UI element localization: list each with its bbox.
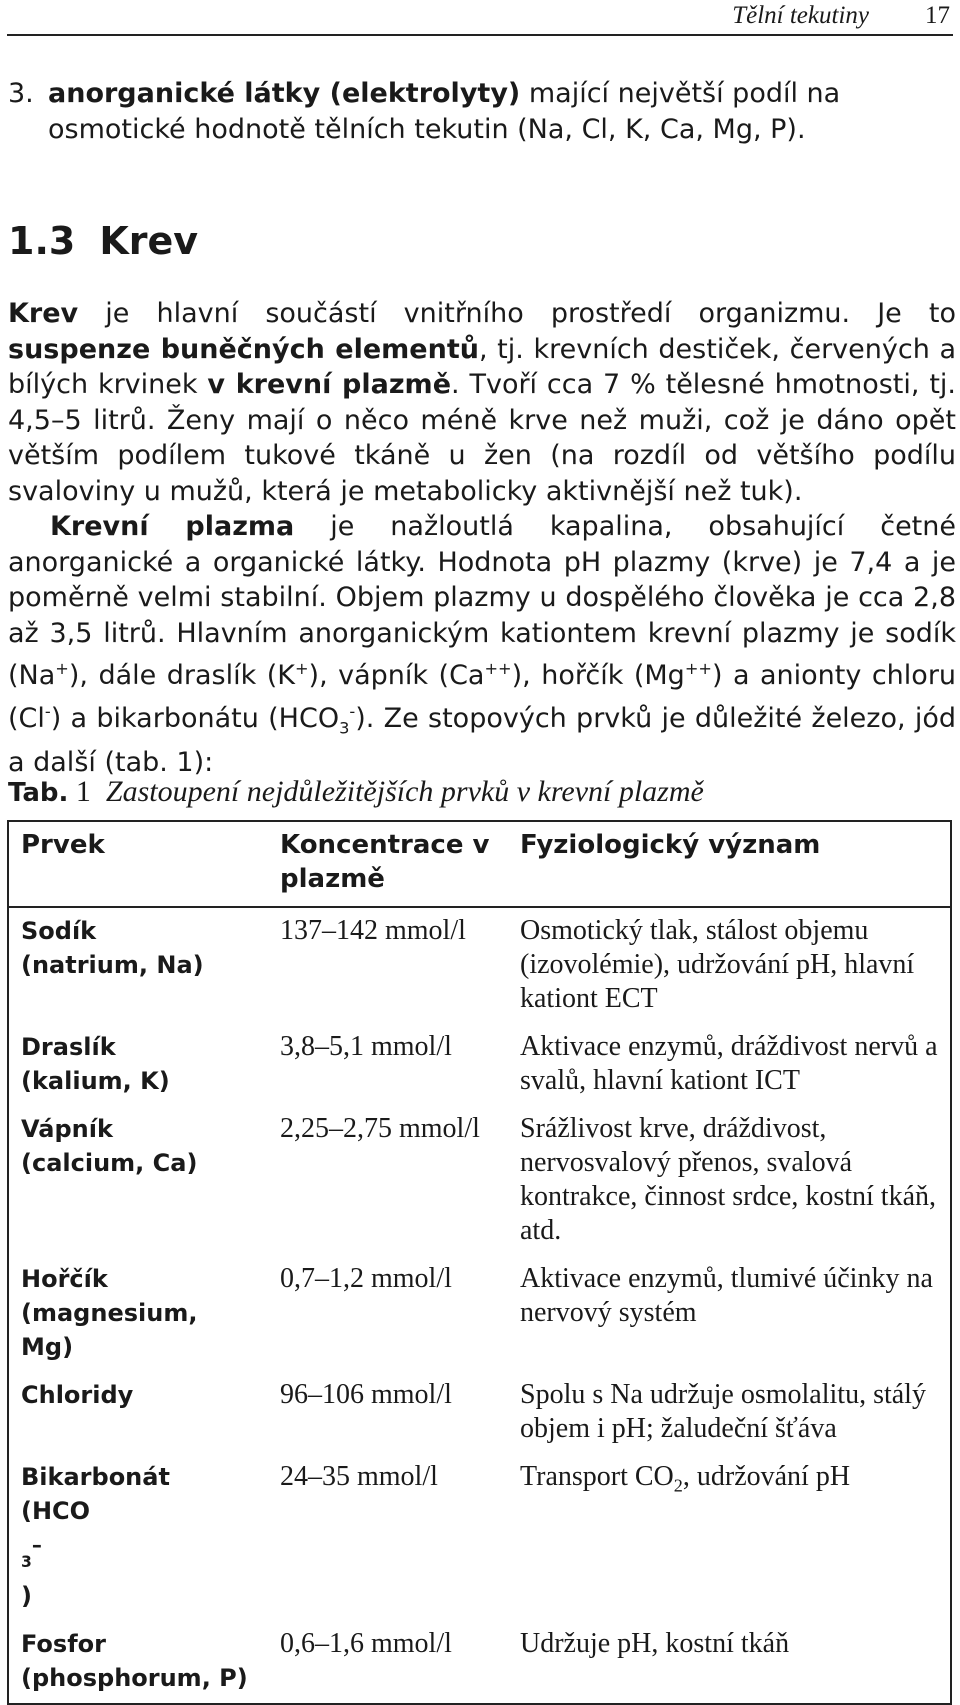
significance-cell: Srážlivost krve, dráždivost, nervosvalový přenos, svalová kontrakce, činnost srdce, kostní tkáň, atd. xyxy=(520,1113,937,1246)
significance-cell: Udržuje pH, kostní tkáň xyxy=(520,1627,790,1659)
table-label: Tab. xyxy=(8,778,69,808)
table-title: Zastoupení nejdůležitějších prvků v krevní plazmě xyxy=(105,775,704,808)
list-item-3 xyxy=(8,76,958,148)
body-text xyxy=(8,296,956,781)
concentration-cell: 0,6–1,6 mmol/l xyxy=(280,1627,452,1659)
section-heading xyxy=(8,218,198,264)
element-cell: Hořčík (magnesium, Mg) xyxy=(21,1265,198,1361)
element-cell: Chloridy xyxy=(21,1381,134,1409)
list-item-number: 3. xyxy=(8,78,34,109)
page-header xyxy=(732,0,950,32)
element-cell: Draslík (kalium, K) xyxy=(21,1033,170,1095)
element-cell: Vápník (calcium, Ca) xyxy=(21,1115,198,1177)
elements-table xyxy=(7,820,952,1705)
concentration-cell: 24–35 mmol/l xyxy=(280,1461,438,1492)
table-row xyxy=(8,1372,951,1454)
table-row xyxy=(8,907,951,1024)
table-header-row xyxy=(8,821,951,907)
table-caption xyxy=(8,772,704,813)
section-title: Krev xyxy=(99,219,199,263)
concentration-cell: 2,25–2,75 mmol/l xyxy=(280,1113,480,1144)
header-element: Prvek xyxy=(8,821,268,907)
table-row xyxy=(8,1454,951,1621)
significance-cell: Aktivace enzymů, dráždivost nervů a svalů, hlavní kationt ICT xyxy=(520,1031,938,1096)
concentration-cell: 96–106 mmol/l xyxy=(280,1379,452,1410)
element-cell: Sodík (natrium, Na) xyxy=(21,917,204,979)
header-significance: Fyziologický význam xyxy=(508,821,951,907)
list-item-text: anorganické látky (elektrolyty) mající největší podíl na osmotické hodnotě tělních tekutin (Na, Cl, K, Ca, Mg, P). xyxy=(48,78,841,145)
table-number: 1 xyxy=(75,775,91,808)
header-concentration: Koncentrace v plazmě xyxy=(268,821,508,907)
table-row xyxy=(8,1106,951,1256)
significance-cell: Osmotický tlak, stálost objemu (izovolémie), udržování pH, hlavní kationt ECT xyxy=(520,915,915,1014)
concentration-cell: 137–142 mmol/l xyxy=(280,915,466,946)
page-number: 17 xyxy=(925,2,950,29)
list-item-bold: anorganické látky (elektrolyty) xyxy=(48,78,521,109)
concentration-cell: 0,7–1,2 mmol/l xyxy=(280,1263,452,1294)
element-cell: Bikarbonát (HCO $_3$– ) xyxy=(21,1463,170,1610)
significance-cell: Aktivace enzymů, tlumivé účinky na nervový systém xyxy=(520,1263,933,1328)
paragraph-2: Krevní plazma je nažloutlá kapalina, obsahující četné anorganické a organické látky. Hodnota pH plazmy (krve) je 7,4 a je poměrně velmi stabilní. Objem plazmy u dospělého člověka je cca 2,8 až 3,5 litrů. Hlavním anorganickým kationtem krevní plazmy je sodík (Na+), dále draslík (K+), vápník (Ca++), hořčík (Mg++) a anionty chloru (Cl-) a bikarbonátu $(HCO_3^-)$. Ze stopových prvků je důležité železo, jód a další (tab. 1): xyxy=(8,511,957,779)
significance-cell: Transport $CO_2$, udržování pH xyxy=(520,1461,851,1496)
table-row xyxy=(8,1024,951,1106)
table-row xyxy=(8,1256,951,1372)
running-title: Tělní tekutiny xyxy=(732,2,869,29)
header-rule xyxy=(7,34,953,36)
paragraph-1: Krev je hlavní součástí vnitřního prostředí organizmu. Je to suspenze buněčných elementů, tj. krevních destiček, červených a bílých krvinek v krevní plazmě. Tvoří cca 7 % tělesné hmotnosti, tj. 4,5–5 litrů. Ženy mají o něco méně krve než muži, což je dáno opět větším podílem tukové tkáně u žen (na rozdíl od většího podílu svaloviny u mužů, která je metabolicky aktivnější než tuk). xyxy=(8,298,957,507)
table-row xyxy=(8,1621,951,1704)
significance-cell: Spolu s Na udržuje osmolalitu, stálý objem i pH; žaludeční šťáva xyxy=(520,1379,926,1444)
element-cell: Fosfor (phosphorum, P) xyxy=(21,1629,248,1692)
concentration-cell: 3,8–5,1 mmol/l xyxy=(280,1031,452,1062)
section-number: 1.3 xyxy=(8,219,76,263)
